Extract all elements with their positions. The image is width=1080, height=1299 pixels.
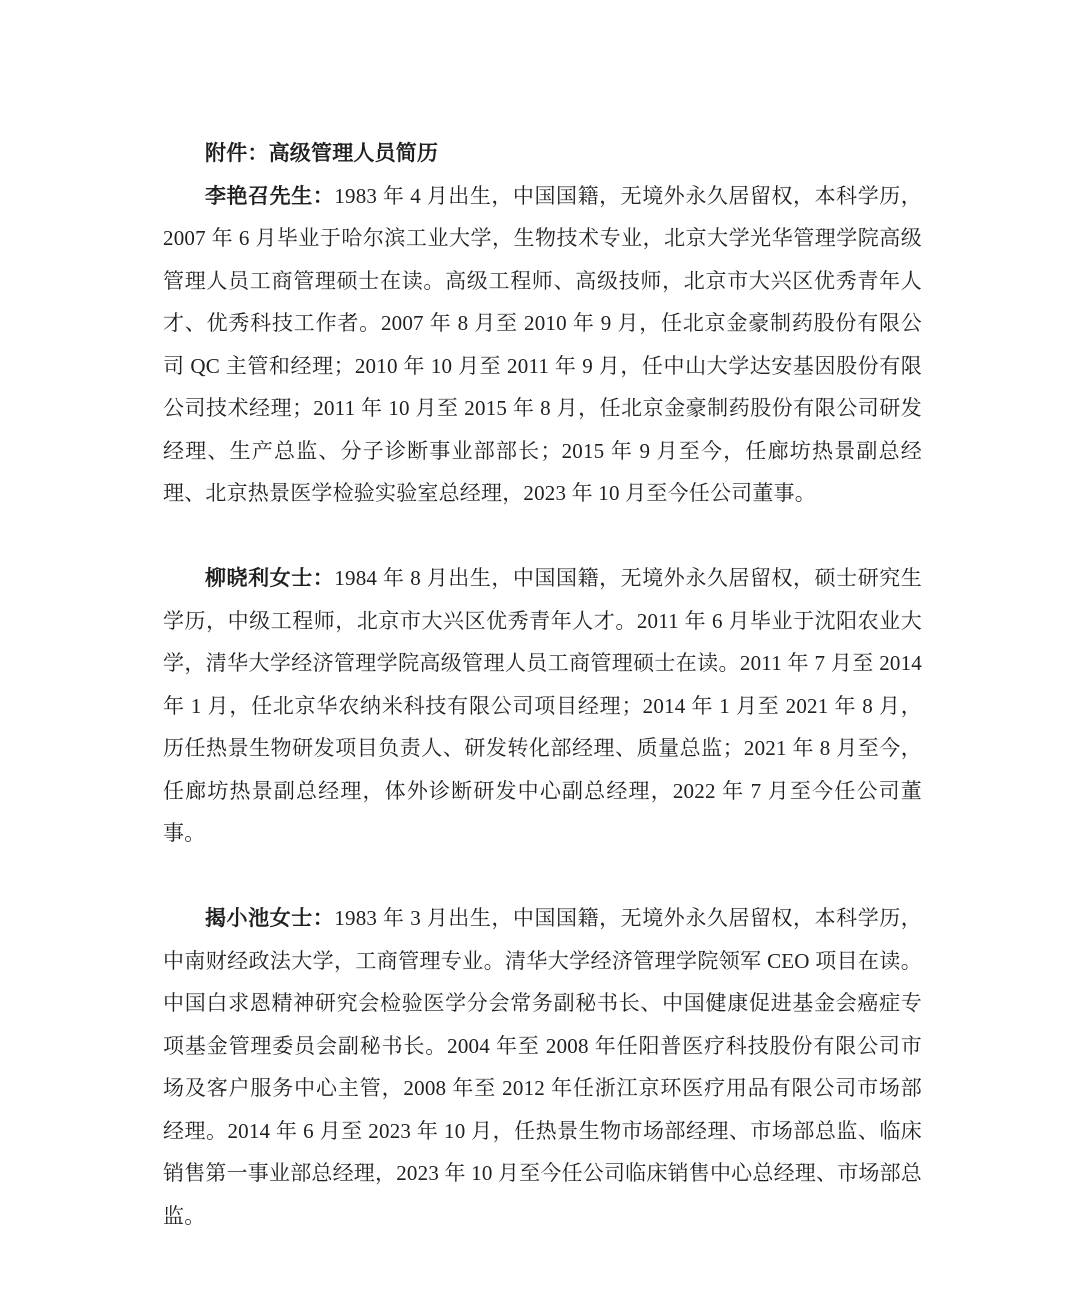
bio-text-li-yanzhao: 1983 年 4 月出生，中国国籍，无境外永久居留权，本科学历，2007 年 6 月毕业于哈尔滨工业大学，生物技术专业，北京大学光华管理学院高级管理人员工商管理硕士在读。高级工程师、高级技师，北京市大兴区优秀青年人才、优秀科技工作者。2007 年 8 月至 2010 年 9 月，任北京金豪制药股份有限公司 QC 主管和经理；2010 年 10 月至 2011 年 9 月，任中山大学达安基因股份有限公司技术经理；2011 年 10 月至 2015 年 8 月，任北京金豪制药股份有限公司研发经理、生产总监、分子诊断事业部部长；2015 年 9 月至今，任廊坊热景副总经理、北京热景医学检验实验室总经理，2023 年 10 月至今任公司董事。 [163,183,922,505]
document-title: 附件：高级管理人员简历 [205,141,439,165]
person-name-liu-xiaoli: 柳晓利女士： [205,566,335,590]
person-name-li-yanzhao: 李艳召先生： [205,183,335,208]
bio-paragraph-liu-xiaoli [163,557,922,855]
bio-text-liu-xiaoli: 1984 年 8 月出生，中国国籍，无境外永久居留权，硕士研究生学历，中级工程师，北京市大兴区优秀青年人才。2011 年 6 月毕业于沈阳农业大学，清华大学经济管理学院高级管理人员工商管理硕士在读。2011 年 7 月至 2014 年 1 月，任北京华农纳米科技有限公司项目经理；2014 年 1 月至 2021 年 8 月，历任热景生物研发项目负责人、研发转化部经理、质量总监；2021 年 8 月至今，任廊坊热景副总经理，体外诊断研发中心副总经理，2022 年 7 月至今任公司董事。 [163,566,922,845]
person-name-jie-xiaochi: 揭小池女士： [205,906,335,930]
bio-paragraph-li-yanzhao [163,175,922,515]
bio-paragraph-jie-xiaochi [163,897,922,1237]
bio-text-jie-xiaochi: 1983 年 3 月出生，中国国籍，无境外永久居留权，本科学历，中南财经政法大学，工商管理专业。清华大学经济管理学院领军 CEO 项目在读。中国白求恩精神研究会检验医学分会常务副秘书长、中国健康促进基金会癌症专项基金管理委员会副秘书长。2004 年至 2008 年任阳普医疗科技股份有限公司市场及客户服务中心主管，2008 年至 2012 年任浙江京环医疗用品有限公司市场部经理。2014 年 6 月至 2023 年 10 月，任热景生物市场部经理、市场部总监、临床销售第一事业部总经理，2023 年 10 月至今任公司临床销售中心总经理、市场部总监。 [163,906,922,1228]
